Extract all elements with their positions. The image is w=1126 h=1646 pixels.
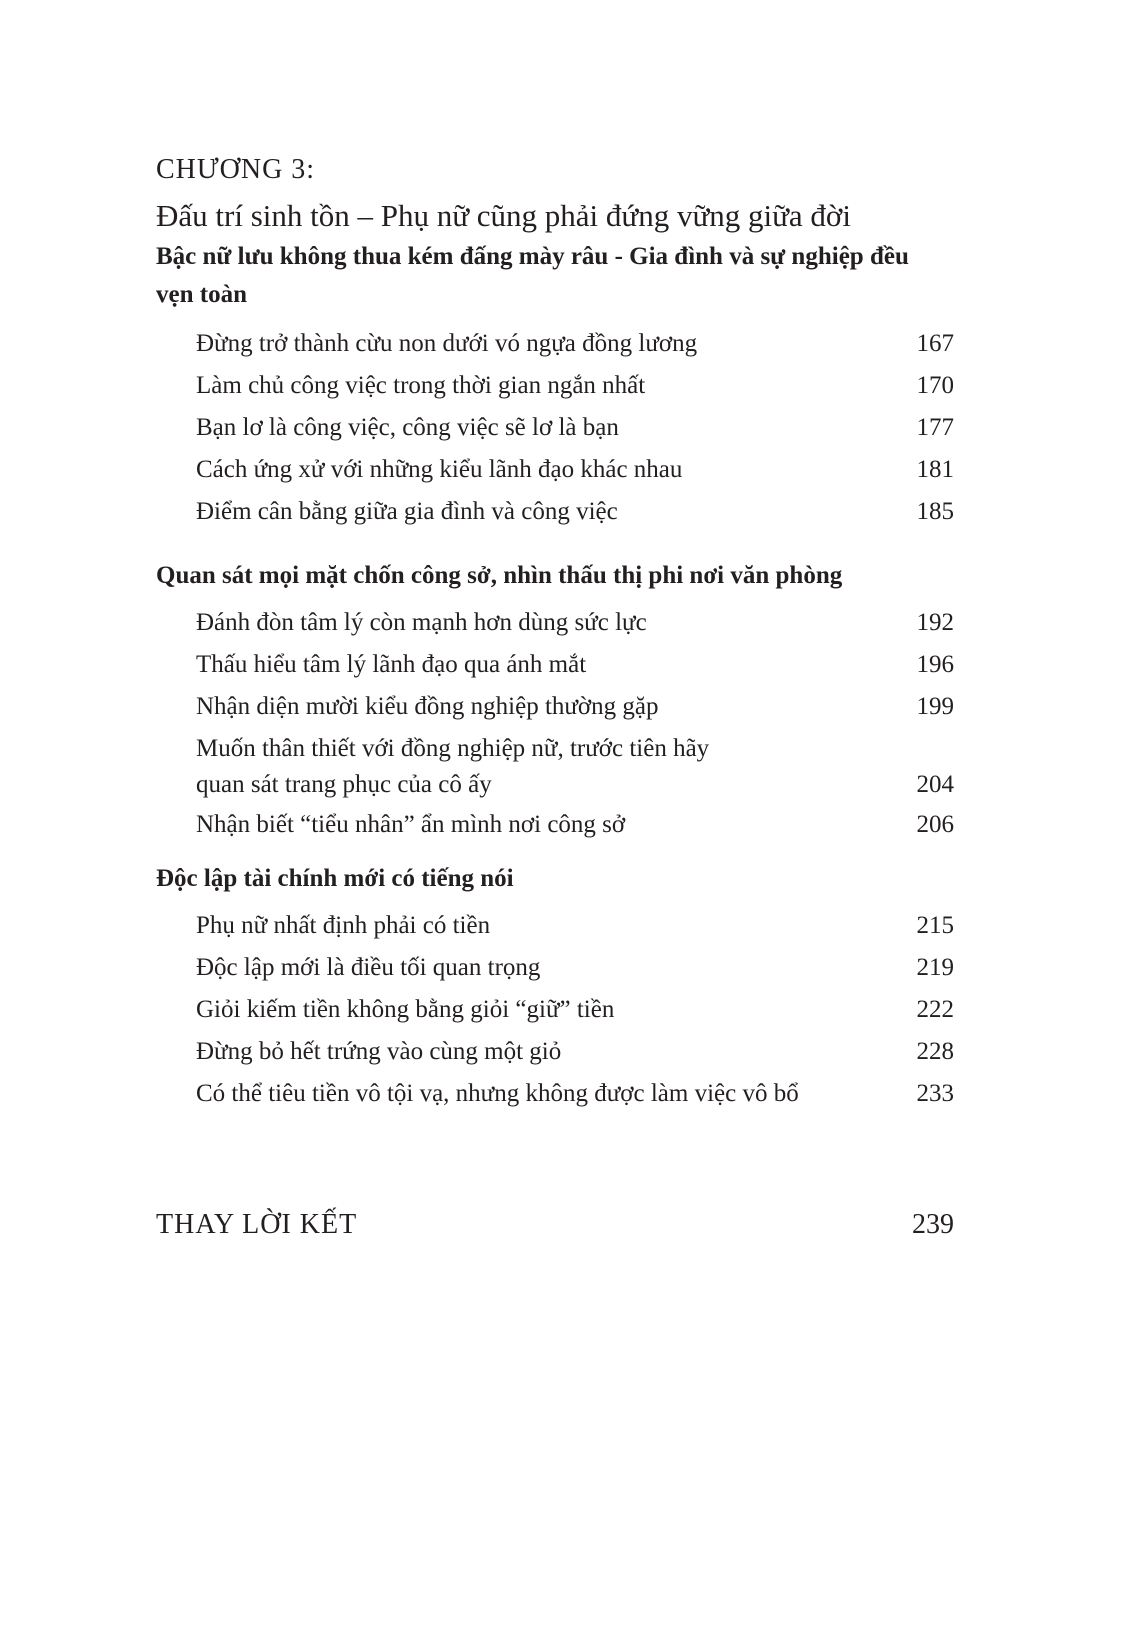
section-heading-3: Độc lập tài chính mới có tiếng nói — [156, 865, 514, 892]
toc-entry — [196, 731, 954, 803]
toc-entry-page: 181 — [916, 456, 954, 483]
toc-entry-page: 215 — [916, 912, 954, 939]
toc-entry — [196, 908, 954, 944]
toc-entry-title: Phụ nữ nhất định phải có tiền — [196, 912, 491, 939]
toc-entry-title: Đánh đòn tâm lý còn mạnh hơn dùng sức lực — [196, 609, 647, 636]
toc-entry-page: 206 — [916, 811, 954, 838]
section-heading-2: Quan sát mọi mặt chốn công sở, nhìn thấu thị phi nơi văn phòng — [156, 562, 843, 589]
toc-entry-page: 222 — [916, 996, 954, 1023]
closing-entry — [156, 1207, 954, 1243]
toc-entry-title: Điểm cân bằng giữa gia đình và công việc — [196, 498, 618, 525]
toc-entry-page: 199 — [916, 693, 954, 720]
toc-entry — [196, 368, 954, 404]
toc-entry — [196, 326, 954, 362]
toc-entry-title: Thấu hiểu tâm lý lãnh đạo qua ánh mắt — [196, 651, 587, 678]
toc-entry — [196, 494, 954, 530]
toc-entry-page: 192 — [916, 609, 954, 636]
toc-entry-title: Đừng bỏ hết trứng vào cùng một giỏ — [196, 1038, 562, 1065]
toc-entry-page: 233 — [916, 1080, 954, 1107]
section-heading-1: Bậc nữ lưu không thua kém đấng mày râu - Gia đình và sự nghiệp đều vẹn toàn — [156, 243, 909, 308]
toc-entry-page: 204 — [916, 771, 954, 798]
toc-entry — [196, 605, 954, 641]
toc-entry-title: Có thể tiêu tiền vô tội vạ, nhưng không được làm việc vô bổ — [196, 1080, 799, 1107]
chapter-label: CHƯƠNG 3: — [156, 154, 316, 185]
closing-page: 239 — [912, 1209, 954, 1240]
toc-entry — [196, 1034, 954, 1070]
toc-entry-title: Nhận biết “tiểu nhân” ẩn mình nơi công sở — [196, 811, 626, 838]
toc-entry — [196, 452, 954, 488]
toc-entry-title: Bạn lơ là công việc, công việc sẽ lơ là bạn — [196, 414, 619, 441]
closing-title: THAY LỜI KẾT — [156, 1209, 358, 1240]
toc-entry — [196, 950, 954, 986]
toc-entry-page: 167 — [916, 330, 954, 357]
toc-entry — [196, 992, 954, 1028]
toc-entry-page: 228 — [916, 1038, 954, 1065]
toc-entry-title: Làm chủ công việc trong thời gian ngắn nhất — [196, 372, 646, 399]
toc-entry — [196, 689, 954, 725]
toc-entry-title: Giỏi kiếm tiền không bằng giỏi “giữ” tiền — [196, 996, 615, 1023]
toc-entry-page: 170 — [916, 372, 954, 399]
toc-entry-title: Đừng trở thành cừu non dưới vó ngựa đồng lương — [196, 330, 698, 357]
toc-entry-page: 196 — [916, 651, 954, 678]
toc-entry-title: Nhận diện mười kiểu đồng nghiệp thường gặp — [196, 693, 659, 720]
toc-entry-title: Cách ứng xử với những kiểu lãnh đạo khác nhau — [196, 456, 683, 483]
toc-entry-page: 185 — [916, 498, 954, 525]
toc-entry — [196, 410, 954, 446]
toc-entry — [196, 1076, 954, 1112]
toc-entry — [196, 807, 954, 843]
toc-entry-page: 219 — [916, 954, 954, 981]
toc-entry — [196, 647, 954, 683]
chapter-title: Đấu trí sinh tồn – Phụ nữ cũng phải đứng vững giữa đời — [156, 198, 851, 233]
toc-entry-title: Muốn thân thiết với đồng nghiệp nữ, trước tiên hãy quan sát trang phục của cô ấy — [196, 735, 710, 798]
toc-entry-page: 177 — [916, 414, 954, 441]
toc-entry-title: Độc lập mới là điều tối quan trọng — [196, 954, 541, 981]
